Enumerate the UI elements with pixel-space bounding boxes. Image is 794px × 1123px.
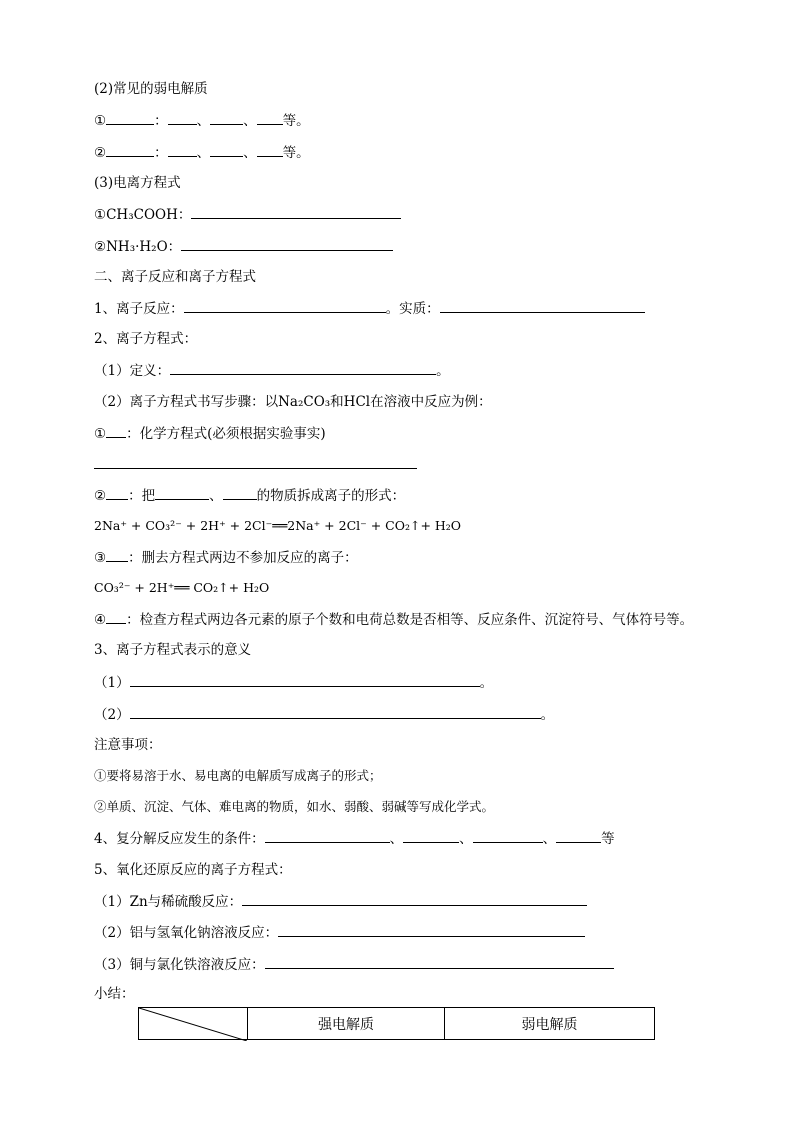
equation-full-ionic: 2Na⁺ + CO₃²⁻ + 2H⁺ + 2Cl⁻══2Na⁺ + 2Cl⁻ + CO₂↑+ H₂O — [94, 518, 462, 533]
note-2: ②单质、沉淀、气体、难电离的物质，如水、弱酸、弱碱等写成化学式。 — [94, 799, 495, 814]
blank[interactable] — [210, 110, 243, 125]
blank[interactable] — [130, 672, 480, 687]
blank[interactable] — [265, 954, 614, 969]
blank[interactable] — [556, 828, 601, 843]
meaning-1: （1） 。 — [94, 672, 493, 693]
redox-cu: （3）铜与氯化铁溶液反应： — [94, 954, 614, 975]
blank[interactable] — [257, 110, 283, 125]
blank[interactable] — [170, 360, 436, 375]
blank[interactable] — [242, 891, 587, 906]
steps-heading: （2）离子方程式书写步骤：以Na₂CO₃和HCl在溶液中反应为例： — [94, 394, 492, 410]
weak-electrolyte-row-2: ② ： 、 、 等。 — [94, 142, 310, 163]
blank[interactable] — [106, 547, 128, 562]
ionization-ch3cooh: ①CH₃COOH： — [94, 204, 401, 225]
diagonal-header-cell — [139, 1008, 248, 1040]
weak-electrolyte-heading: (2)常见的弱电解质 — [94, 81, 208, 97]
blank[interactable] — [106, 110, 154, 125]
blank[interactable] — [223, 485, 257, 500]
notes-heading: 注意事项： — [94, 737, 162, 753]
blank[interactable] — [155, 485, 209, 500]
ionization-heading: (3)电离方程式 — [94, 175, 181, 191]
blank[interactable] — [403, 828, 459, 843]
blank[interactable] — [106, 485, 128, 500]
weak-electrolyte-header: 弱电解质 — [445, 1008, 655, 1040]
blank[interactable] — [168, 142, 197, 157]
blank[interactable] — [181, 236, 393, 251]
blank[interactable] — [440, 298, 645, 313]
step-4: ④ ：检查方程式两边各元素的原子个数和电荷总数是否相等、反应条件、沉淀符号、气体符号等。 — [94, 609, 693, 630]
blank[interactable] — [278, 922, 585, 937]
step-3: ③ ：删去方程式两边不参加反应的离子： — [94, 547, 358, 568]
blank[interactable] — [168, 110, 197, 125]
blank[interactable] — [184, 298, 386, 313]
blank[interactable] — [257, 142, 283, 157]
redox-heading: 5、氧化还原反应的离子方程式： — [94, 862, 292, 878]
ion-equation-heading: 2、离子方程式： — [94, 331, 198, 347]
summary-heading: 小结： — [94, 986, 135, 1002]
blank[interactable] — [191, 204, 401, 219]
meaning-2: （2） 。 — [94, 704, 554, 725]
blank[interactable] — [473, 828, 543, 843]
blank[interactable] — [106, 609, 126, 624]
meaning-heading: 3、离子方程式表示的意义 — [94, 642, 252, 658]
double-decomposition-line: 4、复分解反应发生的条件： 、 、 、 等 — [94, 828, 615, 849]
equation-net-ionic: CO₃²⁻ + 2H⁺══ CO₂↑+ H₂O — [94, 580, 270, 595]
step-2: ② ：把 、 的物质拆成离子的形式： — [94, 485, 405, 506]
blank[interactable] — [210, 142, 243, 157]
ionization-nh3: ②NH₃·H₂O： — [94, 236, 393, 257]
blank[interactable] — [130, 704, 541, 719]
redox-zn: （1）Zn与稀硫酸反应： — [94, 891, 587, 912]
strong-electrolyte-header: 强电解质 — [248, 1008, 445, 1040]
summary-table — [138, 1007, 655, 1040]
definition-line: （1）定义： 。 — [94, 360, 450, 381]
blank[interactable] — [106, 423, 126, 438]
redox-al: （2）铝与氢氧化钠溶液反应： — [94, 922, 585, 943]
note-1: ①要将易溶于水、易电离的电解质写成离子的形式； — [94, 768, 382, 783]
section-2-title: 二、离子反应和离子方程式 — [94, 269, 256, 285]
blank[interactable] — [106, 142, 154, 157]
blank[interactable] — [265, 828, 390, 843]
diagonal-line — [139, 1008, 247, 1041]
answer-line[interactable] — [94, 468, 417, 469]
weak-electrolyte-row-1: ① ： 、 、 等。 — [94, 110, 310, 131]
step-1: ① ：化学方程式(必须根据实验事实) — [94, 423, 326, 444]
ion-reaction-line: 1、离子反应： 。实质： — [94, 298, 645, 319]
